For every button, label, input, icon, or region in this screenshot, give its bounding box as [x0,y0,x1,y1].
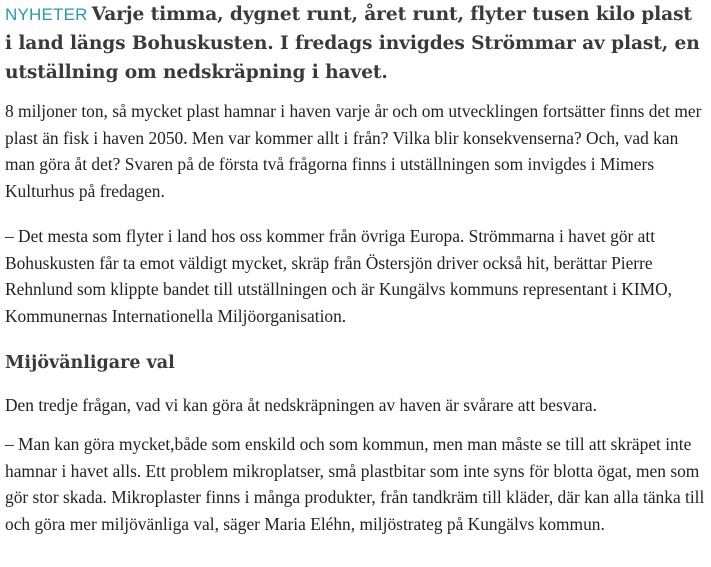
section-subheading: Mijövänligare val [5,353,175,373]
article [5,0,705,534]
body-paragraph-1: 8 miljoner ton, så mycket plast hamnar i haven varje år och om utvecklingen fortsätter finns det mer plast än fisk i haven 2050. Men var kommer allt i från? Vilka blir konsekvenserna? Och, vad kan man göra åt det? Svaren på de första två frågorna finns i utställningen som invigdes i Mimers Kulturhus på fredagen. [5,101,702,201]
lead-text: Varje timma, dygnet runt, året runt, flyter tusen kilo plast i land längs Bohuskusten. I fredags invigdes Strömmar av plast, en utställning om nedskräpning i havet. [5,4,700,83]
body-paragraph-4: – Man kan göra mycket,både som enskild och som kommun, men man måste se till att skräpet inte hamnar i havet alls. Ett problem mikroplatser, små plastbitar som inte syns för blotta ögat, men som gör stor skada. Mikroplaster finns i många produkter, från tandkräm till kläder, där kan alla tänka till och göra mer miljövänliga val, säger Maria Eléhn, miljöstrateg på Kungälvs kommun. [5,434,705,534]
body-paragraph-3: Den tredje frågan, vad vi kan göra åt nedskräpningen av haven är svårare att besvara. [5,395,597,415]
category-kicker[interactable]: NYHETER [5,5,88,24]
article-lead [5,0,705,87]
body-paragraph-2: – Det mesta som flyter i land hos oss kommer från övriga Europa. Strömmarna i havet gör att Bohuskusten får ta emot väldigt mycket, skräp från Östersjön driver också hit, berättar Pierre Rehnlund som klippte bandet till utställningen och är Kungälvs kommuns representant i KIMO, Kommunernas Internationella Miljöorganisation. [5,226,673,326]
